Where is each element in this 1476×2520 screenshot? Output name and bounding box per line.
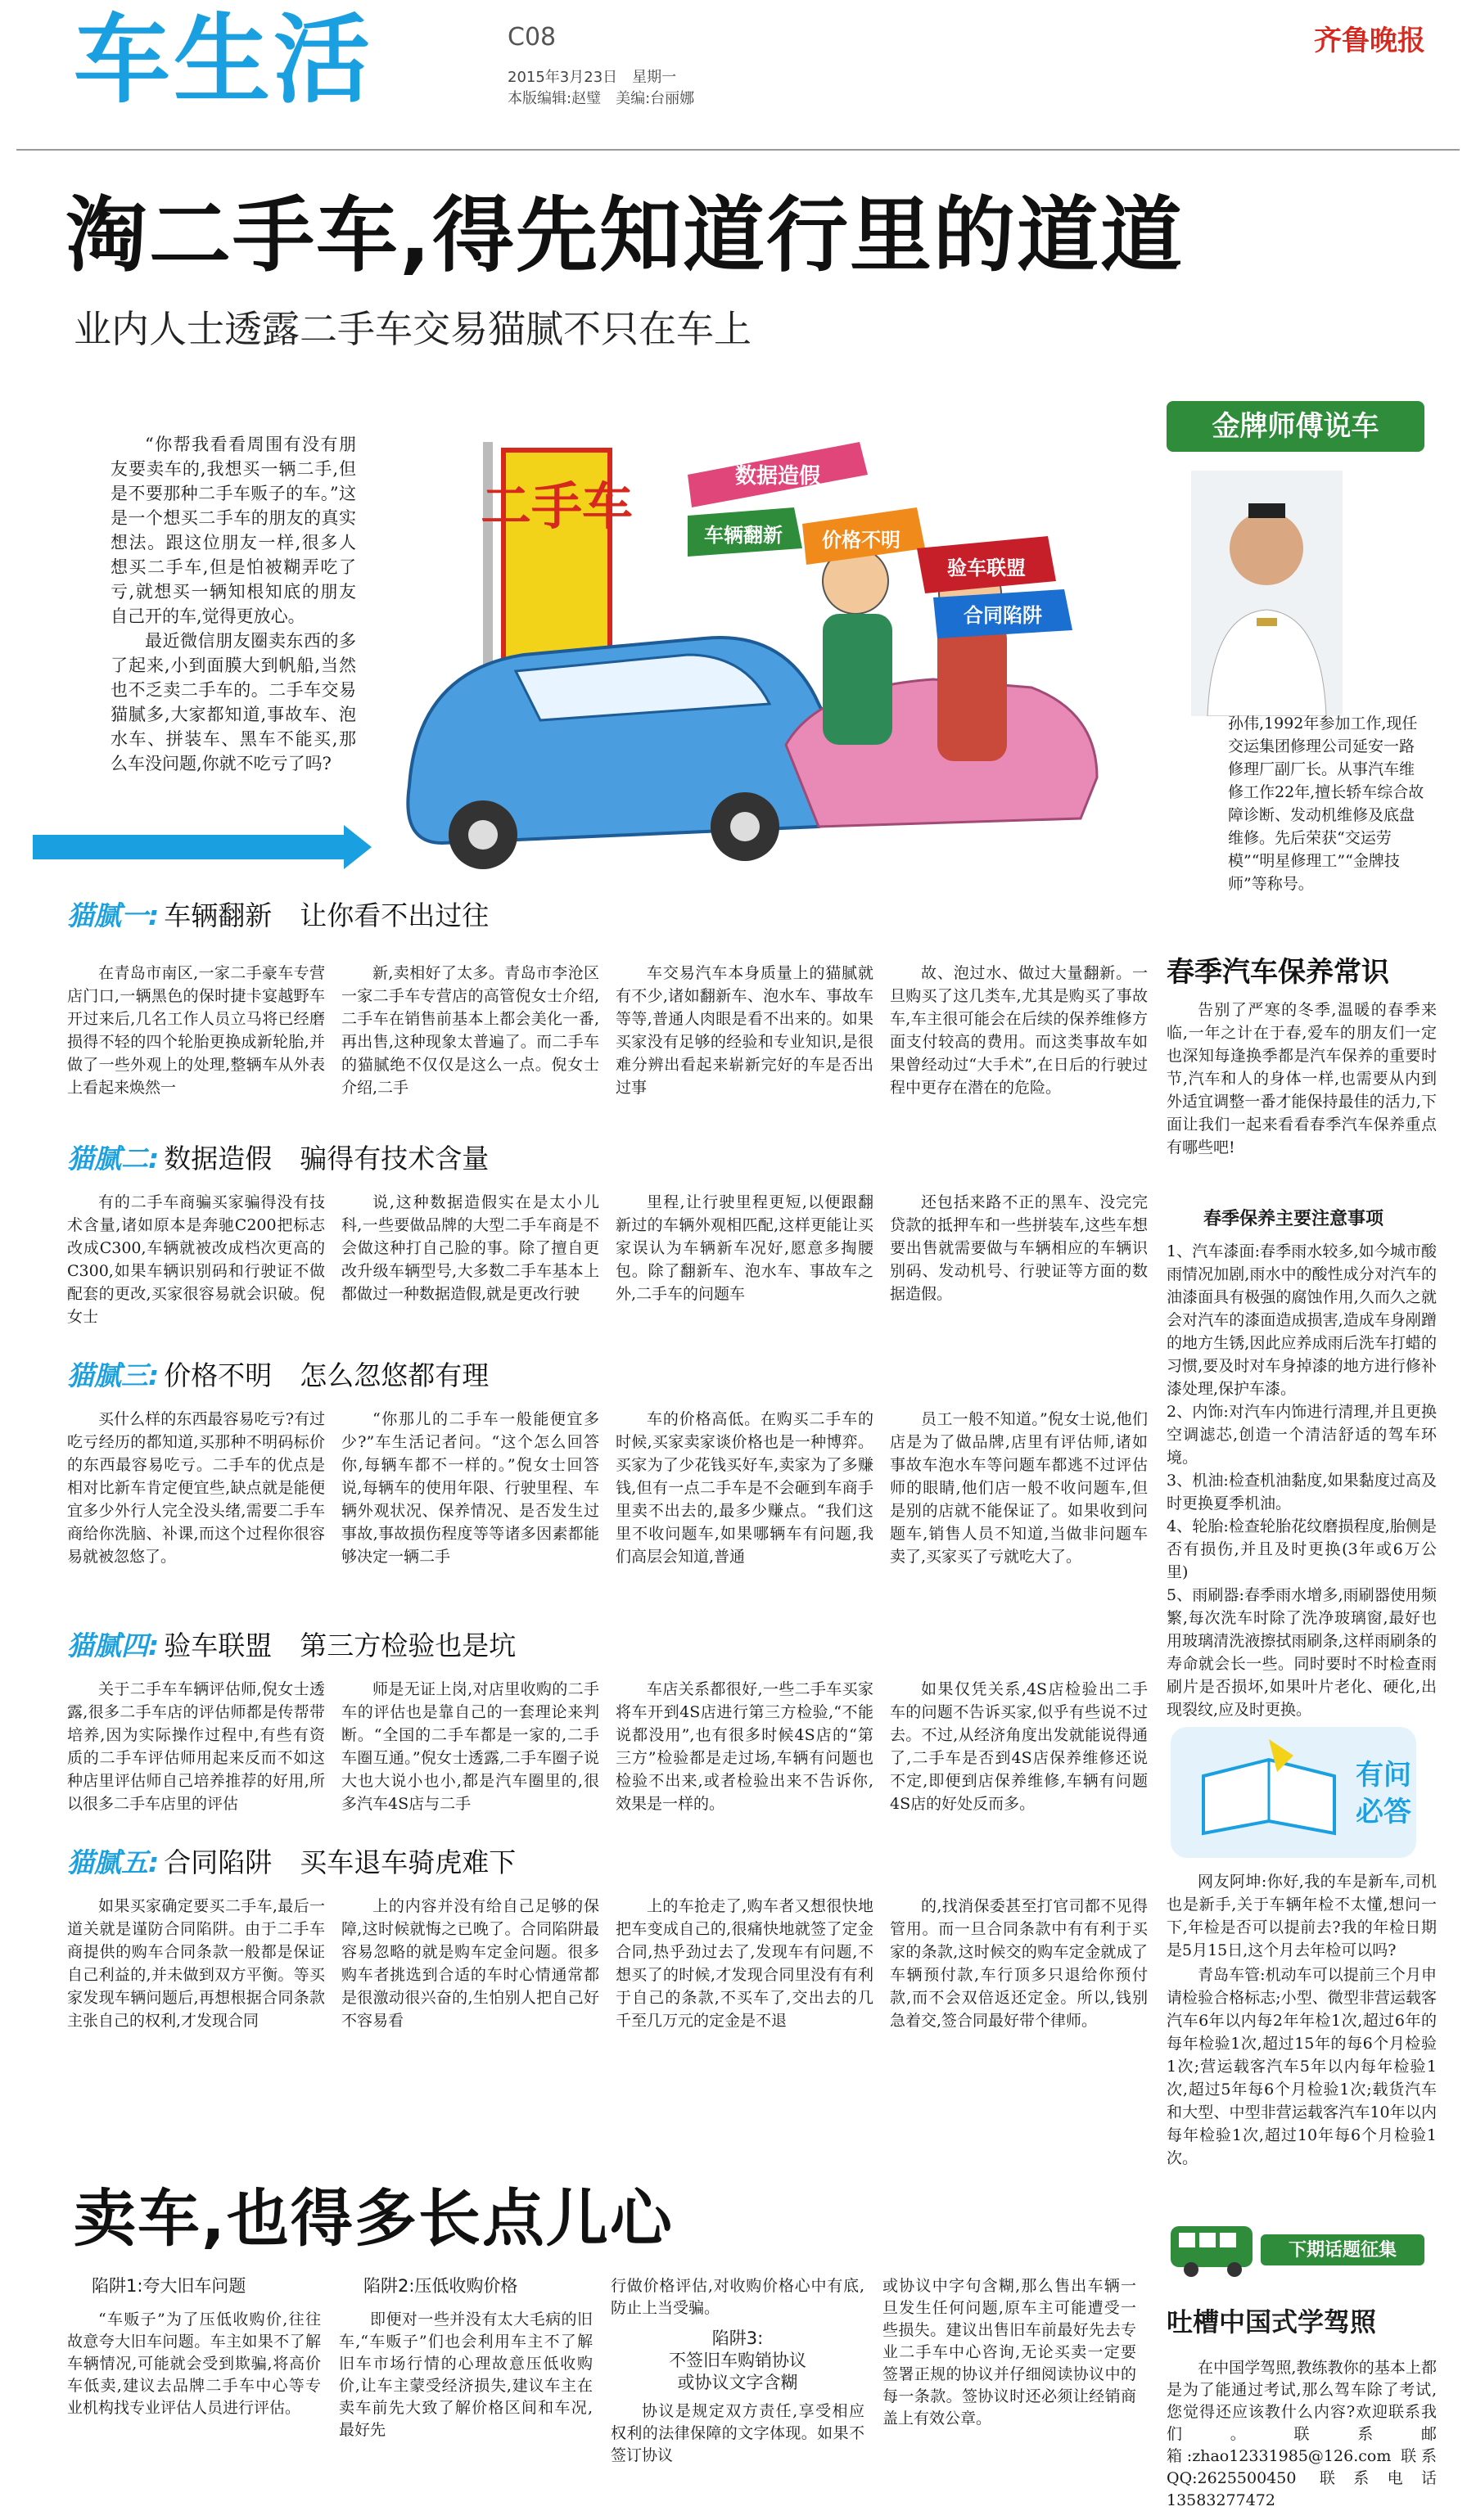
text-column: 车的价格高低。在购买二手车的时候,买家卖家谈价格也是一种博弈。买家为了少花钱买好车,卖家为了多赚钱,但有一点二手车是不会砸到车商手里卖不出去的,最多少赚点。“我们这里不收问题车,如果哪辆车有问题,我们高层会知道,普通 bbox=[616, 1410, 873, 1566]
trap-text: 即便对一些并没有太大毛病的旧车,“车贩子”们也会利用车主不了解旧车市场行情的心理故意压低收购价,让车主蒙受经济损失,建议车主在卖车前先大致了解价格区间和车况,最好先 bbox=[339, 2310, 593, 2439]
section-title: 验车联盟 bbox=[164, 1630, 273, 1661]
lead-text bbox=[111, 432, 356, 776]
text-column: 买什么样的东西最容易吃亏?有过吃亏经历的都知道,买那种不明码标价的东西最容易吃亏。二手车的优点是相对比新车肯定便宜些,缺点就是能便宜多少外行人完全没头绪,需要二手车商给你洗脑、补课,而这个过程你很容易就被忽悠了。 bbox=[67, 1410, 325, 1566]
svg-text:验车联盟: 验车联盟 bbox=[947, 557, 1026, 579]
text-column: 新,卖相好了太多。青岛市李沧区一家二手车专营店的高管倪女士介绍,二手车在销售前基本上都会美化一番,再出售,这种现象太普遍了。而二手车的猫腻绝不仅仅是这么一点。倪女士介绍,二手 bbox=[341, 964, 599, 1097]
ribbon-contract bbox=[933, 589, 1072, 638]
svg-text:价格不明: 价格不明 bbox=[822, 529, 900, 552]
text-column: 故、泡过水、做过大量翻新。一旦购买了这几类车,尤其是购买了事故车,车主很可能会在后续的保养维修方面支付较高的费用。而这类事故车如果曾经动过“大手术”,在日后的行驶过程中更存在潜在的危险。 bbox=[890, 964, 1148, 1097]
qa-icon bbox=[1146, 1711, 1441, 1862]
trap-column-3 bbox=[611, 2275, 864, 2467]
text-column: “你那儿的二手车一般能便宜多少?”车生活记者问。“这个怎么回答你,每辆车都不一样的。”倪女士回答说,每辆车的使用年限、行驶里程、车辆外观状况、保养情况、是否发生过事故,事故损伤程度等等诸多因素都能够决定一辆二手 bbox=[341, 1410, 599, 1566]
masthead-divider bbox=[16, 149, 1460, 151]
trap-text: 或协议中字句含糊,那么售出车辆一旦发生任何问题,原车主可能遭受一些损失。建议出售旧车前最好先去专业二手车中心咨询,无论买卖一定要签署正规的协议并仔细阅读协议中的每一条款。签协议时还必须让经销商盖上有效公章。 bbox=[882, 2277, 1136, 2428]
section-body-4 bbox=[67, 1678, 1148, 1815]
qa-label-1: 有问 bbox=[1356, 1759, 1411, 1792]
tip-item: 3、机油:检查机油黏度,如果黏度过高及时更换夏季机油。 bbox=[1167, 1472, 1437, 1512]
second-headline: 卖车,也得多长点儿心 bbox=[74, 2182, 674, 2255]
section-heading-3 bbox=[67, 1355, 489, 1393]
bus-icon bbox=[1162, 2218, 1433, 2283]
text-column: 里程,让行驶里程更短,以便跟翻新过的车辆外观相匹配,这样更能让买家误认为车辆新车况好,愿意多掏腰包。除了翻新车、泡水车、事故车之外,二手车的问题车 bbox=[616, 1193, 873, 1303]
sign-text-1: 二手车 bbox=[480, 476, 634, 536]
credit-line: 本版编辑:赵璧 美编:台丽娜 bbox=[508, 90, 695, 107]
tips-subheading: 春季保养主要注意事项 bbox=[1203, 1209, 1384, 1229]
text-column: 的,找消保委甚至打官司都不见得管用。而一旦合同条款中有有利于买家的条款,这时候交的购车定金就成了车辆预付款,车行顶多只退给你预付款,而不会双倍返还定金。所以,钱别急着交,签合同最好带个律师。 bbox=[890, 1897, 1148, 2030]
text-column: 还包括来路不正的黑车、没完完贷款的抵押车和一些拼装车,这些车想要出售就需要做与车辆相应的车辆识别码、发动机号、行驶证等方面的数据造假。 bbox=[890, 1193, 1148, 1303]
section-body-5 bbox=[67, 1895, 1148, 2032]
illustration bbox=[360, 360, 1146, 884]
tips-heading: 春季汽车保养常识 bbox=[1167, 956, 1389, 989]
newspaper-logo: 齐鲁晚报 bbox=[1314, 25, 1425, 57]
tips-intro bbox=[1167, 999, 1437, 1159]
bus-label: 下期话题征集 bbox=[1288, 2240, 1397, 2261]
section-heading-1 bbox=[67, 895, 489, 933]
text-column: 车店关系都很好,一些二手车买家将车开到4S店进行第三方检验,“不能说都没用”,也有很多时候4S店的“第三方”检验都是走过场,车辆有问题也检验不出来,或者检验出来不告诉你,效果是一样的。 bbox=[616, 1680, 873, 1813]
expert-badge: 金牌师傅说车 bbox=[1167, 401, 1424, 452]
tip-item: 2、内饰:对汽车内饰进行清理,并且更换空调滤芯,创造一个清洁舒适的驾车环境。 bbox=[1167, 1403, 1437, 1467]
section-title: 数据造假 bbox=[164, 1143, 273, 1174]
sub-headline: 业内人士透露二手车交易猫腻不只在车上 bbox=[74, 307, 752, 351]
qa-label-2: 必答 bbox=[1356, 1796, 1411, 1828]
ribbon-refurbish bbox=[688, 507, 802, 557]
next-topic-text bbox=[1167, 2357, 1437, 2512]
ribbon-data-fraud bbox=[688, 442, 868, 507]
section-tagline: 第三方检验也是坑 bbox=[300, 1630, 517, 1661]
section-number: 猫腻三: bbox=[67, 1359, 160, 1391]
tips-intro-text: 告别了严寒的冬季,温暖的春季来临,一年之计在于春,爱车的朋友们一定也深知每逢换季都是汽车保养的重要时节,汽车和人的身体一样,也需要从内到外适宜调整一番才能保持最佳的活力,下面让我们一起来看看春季汽车保养重点有哪些吧! bbox=[1167, 1001, 1437, 1156]
section-title: 车辆翻新 bbox=[164, 899, 273, 931]
svg-text:数据造假: 数据造假 bbox=[734, 464, 821, 489]
section-tagline: 骗得有技术含量 bbox=[300, 1143, 490, 1174]
section-body-1 bbox=[67, 962, 1148, 1099]
expert-bio: 孙伟,1992年参加工作,现任交运集团修理公司延安一路修理厂副厂长。从事汽车维修工作22年,擅长轿车综合故障诊断、发动机维修及底盘维修。先后荣获“交运劳模”“明星修理工”“金牌技师”等称号。 bbox=[1228, 715, 1424, 893]
trap-lead: 行做价格评估,对收购价格心中有底,防止上当受骗。 bbox=[611, 2277, 864, 2317]
tip-item: 1、汽车漆面:春季雨水较多,如今城市酸雨情况加剧,雨水中的酸性成分对汽车的油漆面具有极强的腐蚀作用,久而久之就会对汽车的漆面造成损害,造成车身剐蹭的地方生锈,因此应养成雨后洗车打蜡的习惯,要及时对车身掉漆的地方进行修补漆处理,保护车漆。 bbox=[1167, 1242, 1437, 1398]
section-tagline: 让你看不出过往 bbox=[300, 899, 490, 931]
page-code: C08 bbox=[508, 23, 557, 52]
trap-column-1 bbox=[67, 2275, 321, 2467]
text-column: 上的车抢走了,购车者又想很快地把车变成自己的,很痛快地就签了定金合同,热乎劲过去了,发现车有问题,不想买了的时候,才发现合同里没有有利于自己的条款,不买车了,交出去的几千至几万元的定金是不退 bbox=[616, 1897, 873, 2030]
trap-text: 协议是规定双方责任,享受相应权利的法律保障的文字体现。如果不签订协议 bbox=[611, 2402, 864, 2464]
text-column: 员工一般不知道。”倪女士说,他们店是为了做品牌,店里有评估师,诸如事故车泡水车等问题车都逃不过评估师的眼睛,他们店一般不收问题车,但是别的店就不能保证了。如果收到问题车,销售人员不知道,当做非问题车卖了,买家买了亏就吃大了。 bbox=[890, 1410, 1148, 1566]
text-column: 在青岛市南区,一家二手豪车专营店门口,一辆黑色的保时捷卡宴越野车开过来后,几名工作人员立马将已经磨损得不轻的四个轮胎更换成新轮胎,并做了一些外观上的处理,整辆车从外表上看起来焕然一 bbox=[67, 964, 325, 1097]
next-topic-body: 在中国学驾照,教练教你的基本上都是为了能通过考试,那么驾车除了考试,您觉得还应该教什么内容?欢迎联系我们。联系邮箱:zhao12331985@126.com 联系QQ:2625500450 联系电话13583277472 bbox=[1167, 2359, 1437, 2509]
text-column: 上的内容并没有给自己足够的保障,这时候就悔之已晚了。合同陷阱最容易忽略的就是购车定金问题。很多购车者挑选到合适的车时心情通常都是很激动很兴奋的,生怕别人把自己好不容易看 bbox=[341, 1897, 599, 2030]
section-title: 合同陷阱 bbox=[164, 1846, 273, 1878]
qa-content bbox=[1167, 1870, 1437, 2171]
date-line: 2015年3月23日 星期一 bbox=[508, 69, 677, 86]
ribbon-price bbox=[802, 507, 925, 565]
qa-question: 网友阿坤:你好,我的车是新车,司机也是新手,关于车辆年检不太懂,想问一下,年检是否可以提前去?我的年检日期是5月15日,这个月去年检可以吗? bbox=[1167, 1873, 1437, 1959]
lead-paragraph: 最近微信朋友圈卖东西的多了起来,小到面膜大到帆船,当然也不乏卖二手车的。二手车交易猫腻多,大家都知道,事故车、泡水车、拼装车、黑车不能买,那么车没问题,你就不吃亏了吗? bbox=[111, 631, 356, 773]
expert-photo bbox=[1191, 471, 1343, 716]
second-article-body bbox=[67, 2275, 1140, 2467]
car-drawing bbox=[408, 638, 852, 869]
text-column: 如果买家确定要买二手车,最后一道关就是谨防合同陷阱。由于二手车商提供的购车合同条款一般都是保证自己利益的,并未做到双方平衡。等买家发现车辆问题后,再想根据合同条款主张自己的权利,才发现合同 bbox=[67, 1897, 325, 2030]
qa-answer: 青岛车管:机动车可以提前三个月申请检验合格标志;小型、微型非营运载客汽车6年以内每2年年检1次,超过6年的每年检验1次,超过15年的每6个月检验1次;营运载客汽车5年以内每年检验1次,超过5年每6个月检验1次;载货汽车和大型、中型非营运载客汽车10年以内每年检验1次,超过10年每6个月检验1次。 bbox=[1167, 1966, 1437, 2167]
section-tagline: 怎么忽悠都有理 bbox=[300, 1359, 490, 1391]
text-column: 车交易汽车本身质量上的猫腻就有不少,诸如翻新车、泡水车、事故车等等,普通人肉眼是看不出来的。如果买家没有足够的经验和专业知识,是很难分辨出看起来崭新完好的车是否出过事 bbox=[616, 964, 873, 1097]
section-title: 车生活 bbox=[74, 3, 374, 116]
trap-heading: 陷阱3: 不签旧车购销协议 或协议文字含糊 bbox=[669, 2328, 806, 2392]
lead-paragraph: “你帮我看看周围有没有朋友要卖车的,我想买一辆二手,但是不要那种二手车贩子的车。”这是一个想买二手车的朋友的真实想法。跟这位朋友一样,很多人想买二手车,但是怕被糊弄吃了亏,就想买一辆知根知底的朋友自己开的车,觉得更放心。 bbox=[111, 435, 356, 626]
ribbon-inspection bbox=[917, 536, 1056, 593]
section-title: 价格不明 bbox=[164, 1359, 273, 1391]
section-number: 猫腻一: bbox=[67, 899, 160, 931]
lead-arrow bbox=[33, 835, 344, 859]
section-body-2 bbox=[67, 1191, 1148, 1328]
text-column: 关于二手车车辆评估师,倪女士透露,很多二手车店的评估师都是传帮带培养,因为实际操作过程中,有些有资质的二手车评估师用起来反而不如这种店里评估师自己培养推荐的好用,所以很多二手车店里的评估 bbox=[67, 1680, 325, 1813]
trap-column-4 bbox=[882, 2275, 1136, 2467]
trap-heading: 陷阱2:压低收购价格 bbox=[363, 2276, 518, 2296]
section-heading-5 bbox=[67, 1842, 516, 1880]
svg-text:合同陷阱: 合同陷阱 bbox=[964, 604, 1042, 627]
section-number: 猫腻五: bbox=[67, 1846, 160, 1878]
text-column: 师是无证上岗,对店里收购的二手车的评估也是靠自己的一套理论来判断。“全国的二手车都是一家的,二手车圈互通。”倪女士透露,二手车圈子说大也大说小也小,都是汽车圈里的,很多汽车4S店与二手 bbox=[341, 1680, 599, 1813]
svg-text:车辆翻新: 车辆翻新 bbox=[704, 524, 783, 547]
main-headline: 淘二手车,得先知道行里的道道 bbox=[65, 187, 1184, 283]
tips-list bbox=[1167, 1240, 1437, 1721]
section-heading-2 bbox=[67, 1138, 489, 1176]
trap-heading: 陷阱1:夸大旧车问题 bbox=[92, 2276, 246, 2296]
text-column: 有的二手车商骗买家骗得没有技术含量,诸如原本是奔驰C200把标志改成C300,车辆就被改成档次更高的C300,如果车辆识别码和行驶证不做配套的更改,买家很容易就会识破。倪女士 bbox=[67, 1193, 325, 1326]
text-column: 如果仅凭关系,4S店检验出二手车的问题不告诉买家,似乎有些说不过去。不过,从经济角度出发就能说得通了,二手车是否到4S店保养维修还说不定,即便到店保养维修,车辆有问题4S店的好处反而多。 bbox=[890, 1680, 1148, 1813]
trap-text: “车贩子”为了压低收购价,往往故意夸大旧车问题。车主如果不了解车辆情况,可能就会受到欺骗,将高价车低卖,建议去品牌二手车中心等专业机构找专业评估人员进行评估。 bbox=[67, 2310, 321, 2417]
trap-column-2 bbox=[339, 2275, 593, 2467]
section-number: 猫腻二: bbox=[67, 1143, 160, 1174]
tip-item: 5、雨刷器:春季雨水增多,雨刷器使用频繁,每次洗车时除了洗净玻璃窗,最好也用玻璃清洗液擦拭雨刷条,这样雨刷条的寿命就会长一些。同时要时不时检查雨刷片是否损坏,如果叶片老化、硬化,出现裂纹,应及时更换。 bbox=[1167, 1586, 1437, 1719]
section-body-3 bbox=[67, 1408, 1148, 1568]
section-tagline: 买车退车骑虎难下 bbox=[300, 1846, 517, 1878]
text-column: 说,这种数据造假实在是太小儿科,一些要做品牌的大型二手车商是不会做这种打自己脸的事。除了擅自更改升级车辆型号,大多数二手车基本上都做过一种数据造假,就是更改行驶 bbox=[341, 1193, 599, 1303]
tip-item: 4、轮胎:检查轮胎花纹磨损程度,胎侧是否有损伤,并且及时更换(3年或6万公里) bbox=[1167, 1517, 1437, 1581]
section-number: 猫腻四: bbox=[67, 1630, 160, 1661]
section-heading-4 bbox=[67, 1625, 516, 1663]
next-topic-heading: 吐槽中国式学驾照 bbox=[1167, 2306, 1377, 2337]
